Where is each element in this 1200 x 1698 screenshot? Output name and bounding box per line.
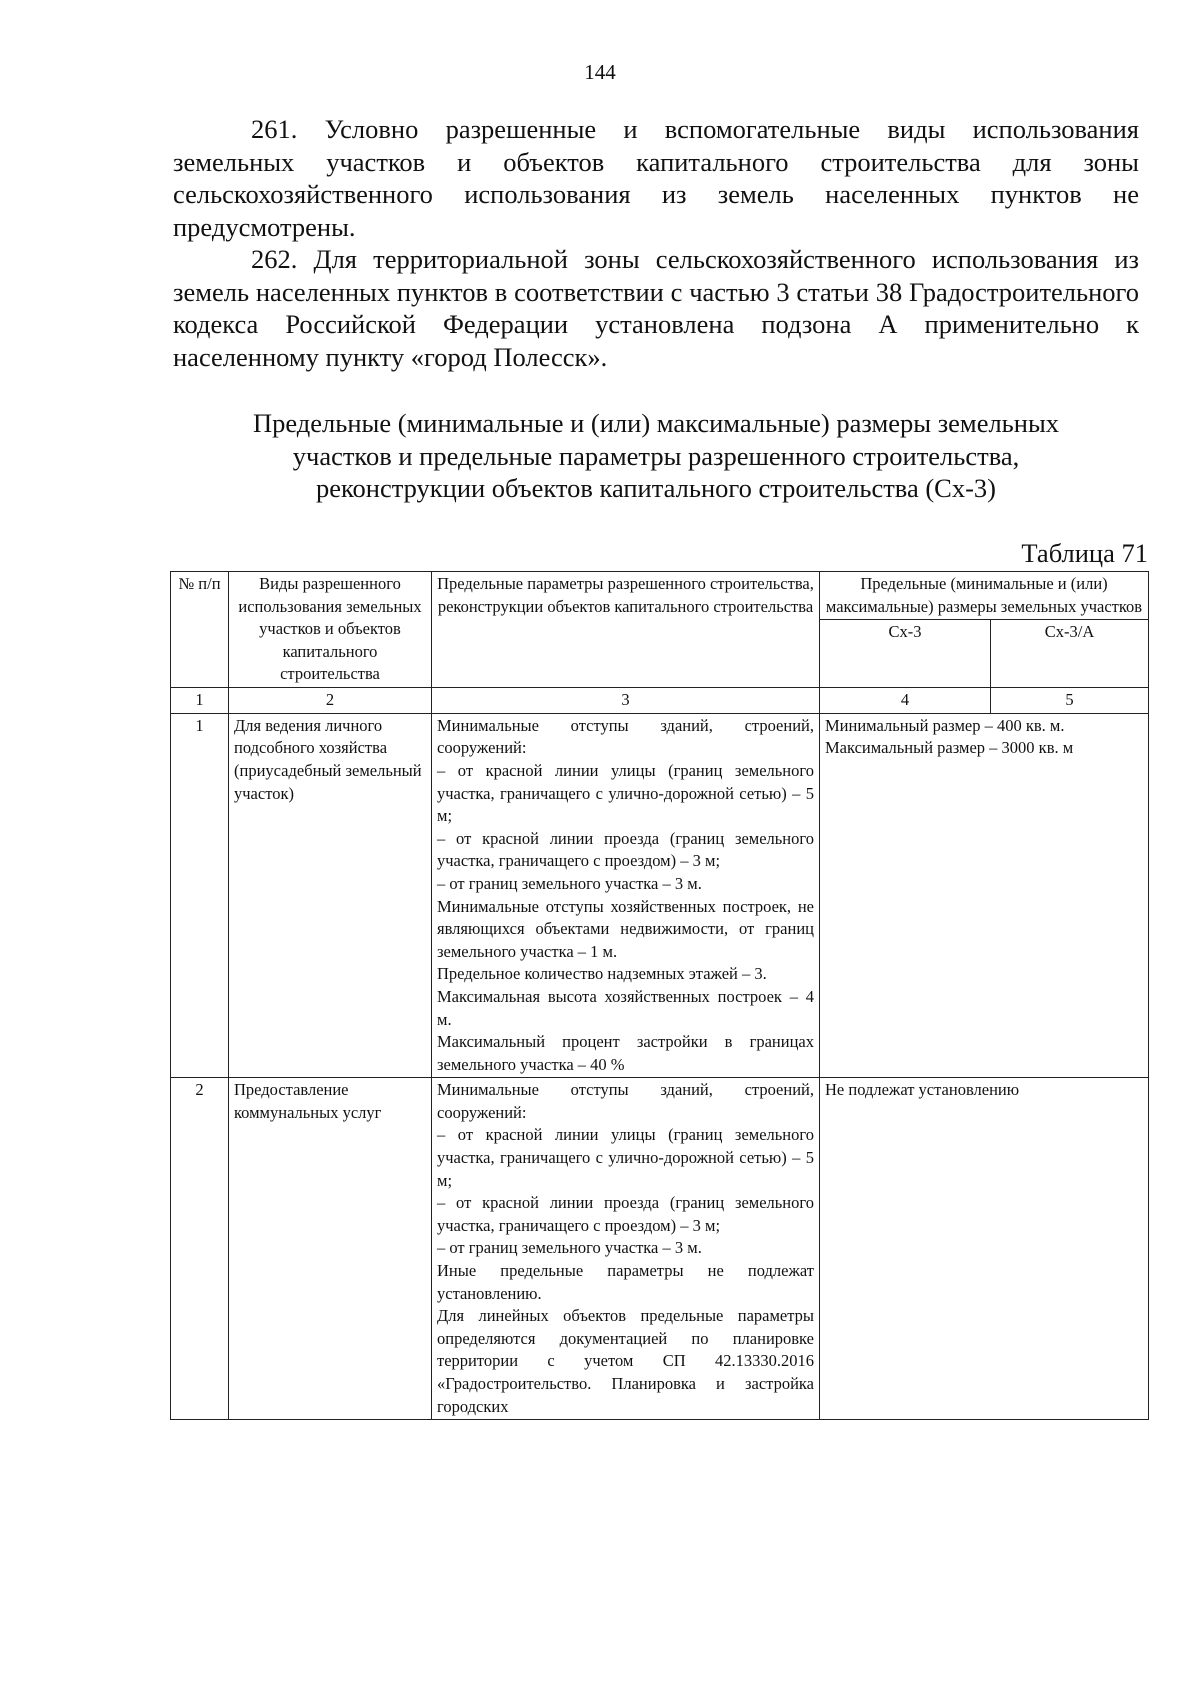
column-numbers-row <box>171 688 1149 714</box>
size-line: Максимальный размер – 3000 кв. м <box>825 738 1074 758</box>
heading-line: участков и предельные параметры разрешенного строительства, <box>292 440 1020 471</box>
row-number: 2 <box>171 1078 229 1420</box>
header-num: № п/п <box>171 572 229 688</box>
parameters-table <box>170 571 1149 1420</box>
paragraph-261: 261. Условно разрешенные и вспомогательные виды использования земельных участков и объектов капитального строительства для зоны сельскохозяйственного использования из земель населенных пунктов не предусмотрены. <box>173 114 1139 242</box>
table-heading <box>173 407 1139 505</box>
row-number: 1 <box>171 713 229 1078</box>
column-number: 3 <box>432 688 820 714</box>
subheader-cx3a: Сх-3/А <box>991 620 1149 688</box>
param-line: – от красной линии улицы (границ земельного участка, граничащего с улично-дорожной сетью) – 5 м; <box>437 760 814 826</box>
param-line: – от красной линии улицы (границ земельного участка, граничащего с улично-дорожной сетью) – 5 м; <box>437 1125 814 1190</box>
column-number: 2 <box>229 688 432 714</box>
table-row <box>171 1078 1149 1420</box>
row-use-type: Предоставление коммунальных услуг <box>229 1078 432 1420</box>
param-line: – от красной линии проезда (границ земельного участка, граничащего с проездом) – 3 м; <box>437 828 814 871</box>
header-params: Предельные параметры разрешенного строительства, реконструкции объектов капитального строительства <box>432 572 820 688</box>
row-params <box>432 1078 820 1420</box>
row-sizes <box>820 1078 1149 1420</box>
param-line: Иные предельные параметры не подлежат установлению. <box>437 1261 814 1303</box>
row-params <box>432 713 820 1078</box>
heading-line: реконструкции объектов капитального строительства (Сх-3) <box>315 473 997 503</box>
header-sizes: Предельные (минимальные и (или) максимальные) размеры земельных участков <box>820 572 1149 620</box>
size-line: Минимальный размер – 400 кв. м. <box>825 715 1065 735</box>
param-line: Предельное количество надземных этажей – 3. <box>437 964 767 984</box>
param-line: Минимальные отступы хозяйственных построек, не являющихся объектами недвижимости, от границ земельного участка – 1 м. <box>437 896 814 961</box>
param-line: Максимальный процент застройки в границах земельного участка – 40 % <box>437 1032 814 1074</box>
header-use-type: Виды разрешенного использования земельных участков и объектов капитального строительства <box>229 572 432 688</box>
row-sizes <box>820 713 1149 1078</box>
size-line: Не подлежат установлению <box>825 1080 1020 1100</box>
subheader-cx3: Сх-3 <box>820 620 991 688</box>
param-line: Минимальные отступы зданий, строений, сооружений: <box>437 1080 814 1122</box>
table-label: Таблица 71 <box>1021 538 1148 568</box>
heading-line: Предельные (минимальные и (или) максимальные) размеры земельных <box>252 408 1060 438</box>
paragraph-262: 262. Для территориальной зоны сельскохозяйственного использования из земель населенных пунктов в соответствии с частью 3 статьи 38 Градостроительного кодекса Российской Федерации установлена подзона А применительно к населенному пункту «город Полесск». <box>173 244 1139 372</box>
row-use-type: Для ведения личного подсобного хозяйства (приусадебный земельный участок) <box>229 713 432 1078</box>
table-row <box>171 713 1149 1078</box>
param-line: – от красной линии проезда (границ земельного участка, граничащего с проездом) – 3 м; <box>437 1193 814 1235</box>
param-line: Для линейных объектов предельные параметры определяются документацией по планировке территории с учетом СП 42.13330.2016 «Градостроительство. Планировка и застройка городских <box>437 1306 814 1416</box>
param-line: Максимальная высота хозяйственных построек – 4 м. <box>437 986 814 1029</box>
column-number: 4 <box>820 688 991 714</box>
table-header-row <box>171 572 1149 620</box>
param-line: – от границ земельного участка – 3 м. <box>437 1238 702 1258</box>
param-line: – от границ земельного участка – 3 м. <box>437 873 702 893</box>
body-paragraphs <box>173 113 1139 373</box>
page-number: 144 <box>584 60 616 84</box>
column-number: 5 <box>991 688 1149 714</box>
param-line: Минимальные отступы зданий, строений, сооружений: <box>437 715 814 758</box>
column-number: 1 <box>171 688 229 714</box>
